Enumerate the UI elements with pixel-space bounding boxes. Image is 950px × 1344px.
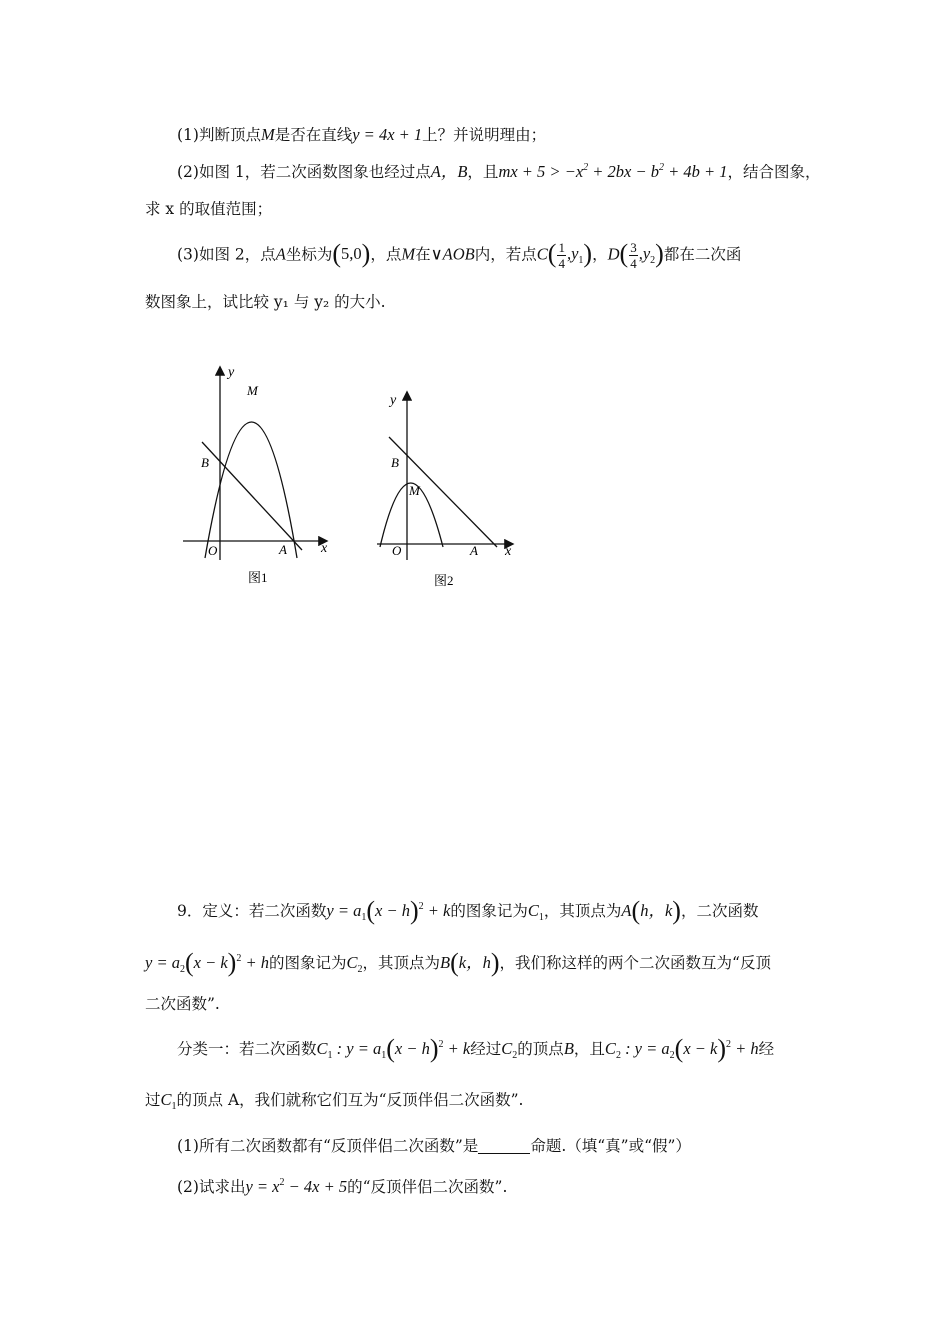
- fig2-label-o: O: [392, 543, 402, 558]
- q9-definition-line2: $y = a_2(x - k)^2 + h$的图象记为$C_2$，其顶点为B(k，h)，我们称这样的两个二次函数互为“反顶: [145, 948, 771, 977]
- fig1-label-o: O: [208, 543, 218, 558]
- fig1-label-b: B: [201, 455, 209, 470]
- q8-part3-line2: 数图象上，试比较 y₁ 与 y₂ 的大小.: [145, 293, 386, 311]
- fig1-parabola: [205, 422, 297, 558]
- fig2-label-x: x: [505, 544, 512, 559]
- q8-part2-line2: 求 x 的取值范围；: [145, 200, 273, 218]
- q9-sub2: (2)试求出$y = x^2 - 4x + 5$的“反顶伴侣二次函数”.: [177, 1177, 508, 1196]
- fig1-label-a: A: [279, 542, 287, 557]
- q9-category-line2: 过$C_1$的顶点 A，我们就称它们互为“反顶伴侣二次函数”.: [145, 1090, 524, 1112]
- inequality: mx + $5 > -x^2 + 2bx - b^2 + 4b + 1$: [498, 162, 728, 181]
- fig2-label-a: A: [470, 543, 478, 558]
- fig2-line: [389, 437, 497, 547]
- fig1-label-y: y: [228, 365, 235, 380]
- var-m: M: [260, 125, 275, 144]
- q8-part3: (3)如图 2，点A坐标为(5,0)，点M在∨AOB内，若点C( $\frac{1}{4}$ $,y_1$)，D( $\frac{3}{4}$ $,y_2$)都在二次函: [177, 239, 742, 271]
- q9-category-one: 分类一：若二次函数$C_1$ : $y = a_1(x - h)^2 + k$经过$C_2$的顶点B，且$C_2$ : $y = a_2(x - k)^2 + h$经: [177, 1034, 775, 1063]
- fig2-label-b: B: [391, 455, 399, 470]
- fig2-label-y: y: [390, 393, 397, 408]
- answer-blank[interactable]: [478, 1137, 530, 1154]
- q9-sub1: (1)所有二次函数都有“反顶伴侣二次函数”是 命题.（填“真”或“假”）: [177, 1137, 691, 1155]
- figure-1: [178, 360, 338, 590]
- line-equation: y = 4x + 1: [352, 125, 423, 144]
- fig2-label-m: M: [409, 483, 420, 498]
- fig1-caption: 图1: [248, 570, 268, 585]
- q8-part2: (2)如图 1，若二次函数图象也经过点A，B，且mx + $5 > -x^2 + 2bx - b^2 + 4b + 1$，结合图象，: [177, 162, 821, 181]
- q9-definition: 9．定义：若二次函数$y = a_1(x - h)^2 + k$的图象记为$C_1$，其顶点为A(h，k)，二次函数: [177, 896, 759, 925]
- q9-definition-line3: 二次函数”.: [145, 995, 220, 1013]
- figure-2: [372, 385, 532, 595]
- fig1-label-x: x: [321, 541, 328, 556]
- fig1-label-m: M: [247, 383, 258, 398]
- fig2-caption: 图2: [434, 573, 454, 588]
- q8-part1: (1)判断顶点M是否在直线y = 4x + 1上？并说明理由；: [177, 125, 547, 144]
